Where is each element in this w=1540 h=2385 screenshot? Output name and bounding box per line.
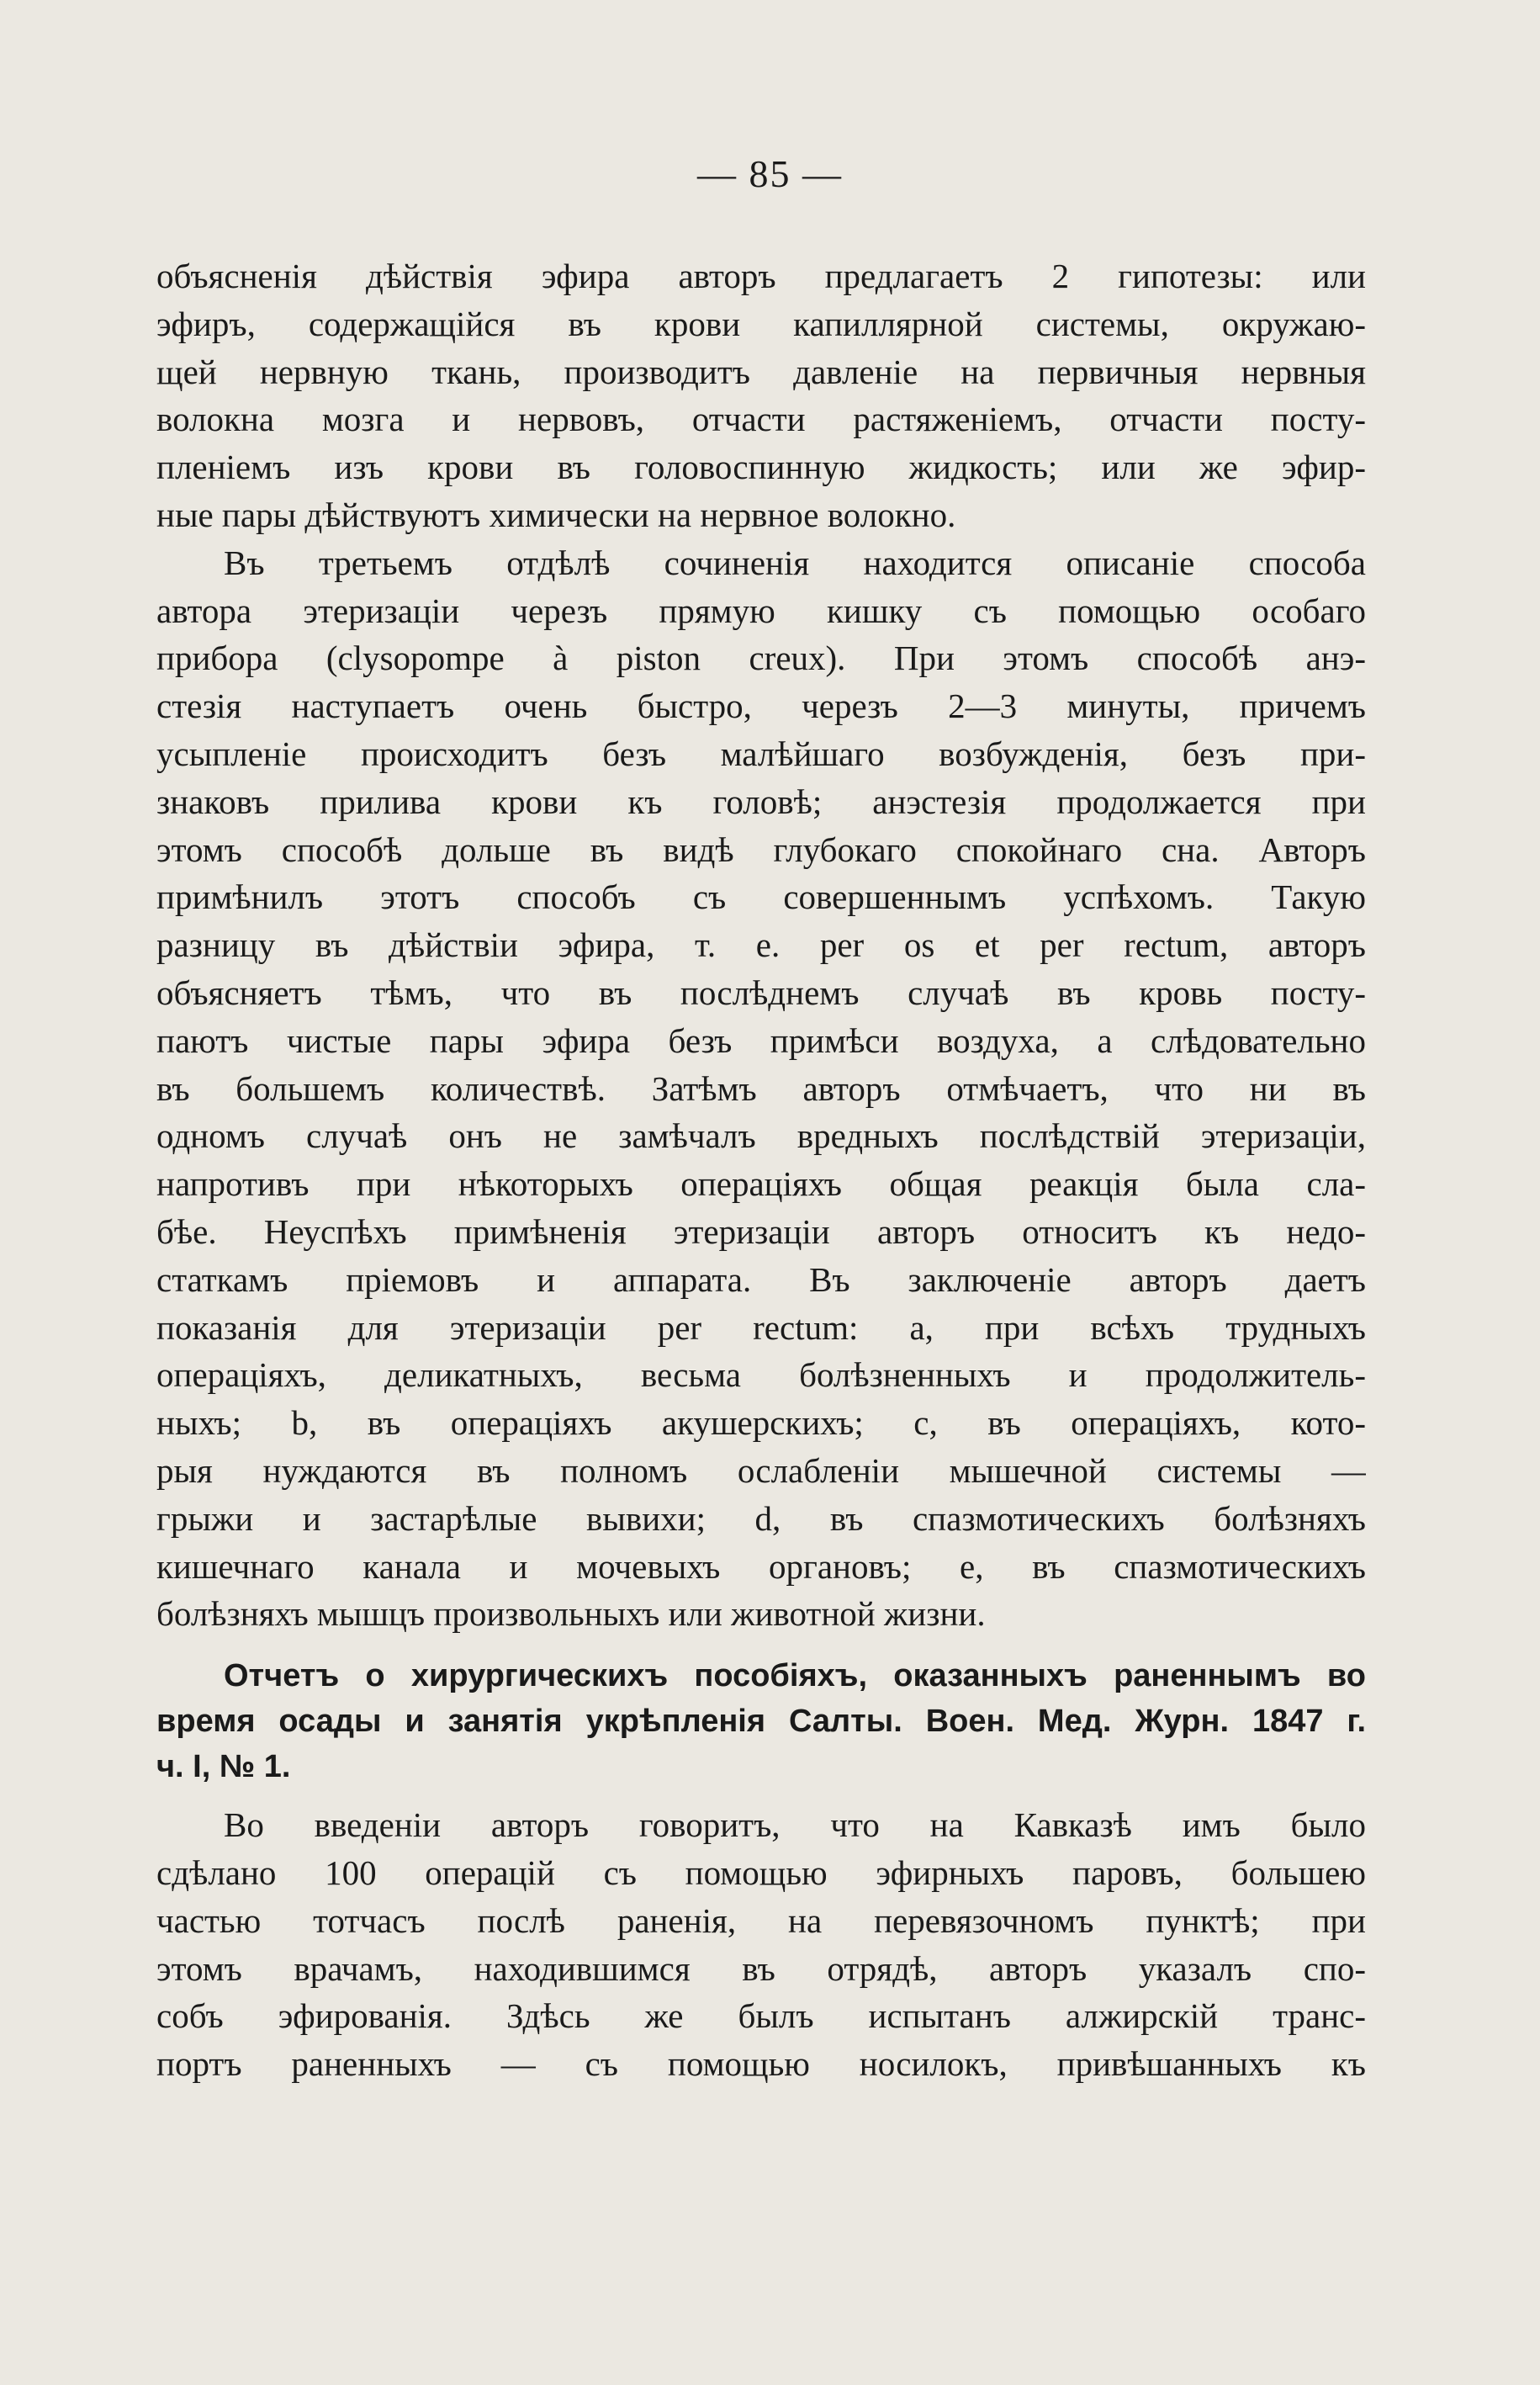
- text-line: автора этеризаціи черезъ прямую кишку съ помощью особаго: [156, 591, 1366, 630]
- text-line: стезія наступаетъ очень быстро, черезъ 2—3 минуты, причемъ: [156, 686, 1366, 726]
- text-line: знаковъ прилива крови къ головѣ; анэстезія продолжается при: [156, 782, 1366, 821]
- text-line: частью тотчасъ послѣ раненія, на перевязочномъ пунктѣ; при: [156, 1900, 1366, 1940]
- text-line: рыя нуждаются въ полномъ ослабленіи мышечной системы —: [156, 1450, 1366, 1490]
- text-line: болѣзняхъ мышцъ произвольныхъ или животной жизни.: [156, 1594, 986, 1634]
- text-line: Въ третьемъ отдѣлѣ сочиненія находится описаніе способа: [224, 543, 1366, 582]
- text-line: этомъ способѣ дольше въ видѣ глубокаго спокойнаго сна. Авторъ: [156, 829, 1366, 869]
- text-line: Во введеніи авторъ говоритъ, что на Кавказѣ имъ было: [224, 1805, 1366, 1845]
- text-line: кишечнаго канала и мочевыхъ органовъ; e, въ спазмотическихъ: [156, 1546, 1366, 1586]
- text-line: этомъ врачамъ, находившимся въ отрядѣ, авторъ указалъ спо-: [156, 1948, 1366, 1988]
- heading-line: Отчетъ о хирургическихъ пособіяхъ, оказанныхъ раненнымъ во: [224, 1658, 1366, 1694]
- text-line: напротивъ при нѣкоторыхъ операціяхъ общая реакція была сла-: [156, 1164, 1366, 1204]
- text-line: прибора (clysopompe à piston creux). При этомъ способѣ анэ-: [156, 639, 1366, 678]
- spacer: [156, 1789, 1366, 1801]
- text-line: въ большемъ количествѣ. Затѣмъ авторъ отмѣчаетъ, что ни въ: [156, 1068, 1366, 1108]
- text-line: ныхъ; b, въ операціяхъ акушерскихъ; c, въ операціяхъ, кото-: [156, 1403, 1366, 1443]
- text-line: сдѣлано 100 операцій съ помощью эфирныхъ паровъ, большею: [156, 1852, 1366, 1892]
- heading-line: ч. I, № 1.: [156, 1749, 291, 1785]
- text-line: объясненія дѣйствія эфира авторъ предлагаетъ 2 гипотезы: или: [156, 257, 1366, 295]
- paragraph-1: [156, 252, 1366, 539]
- text-line: собъ эфированія. Здѣсь же былъ испытанъ алжирскій транс-: [156, 1996, 1366, 2036]
- text-line: волокна мозга и нервовъ, отчасти растяженіемъ, отчасти посту-: [156, 400, 1366, 439]
- text-line: эфиръ, содержащійся въ крови капиллярной системы, окружаю-: [156, 304, 1366, 343]
- text-line: паютъ чистые пары эфира безъ примѣси воздуха, а слѣдовательно: [156, 1020, 1366, 1060]
- text-line: усыпленіе происходитъ безъ малѣйшаго возбужденія, безъ при-: [156, 734, 1366, 773]
- text-line: грыжи и застарѣлые вывихи; d, въ спазмотическихъ болѣзняхъ: [156, 1498, 1366, 1538]
- text-line: ные пары дѣйствуютъ химически на нервное волокно.: [156, 495, 956, 534]
- page-text: [156, 252, 1366, 2088]
- paragraph-2: [156, 539, 1366, 1638]
- text-line: портъ раненныхъ — съ помощью носилокъ, привѣшанныхъ къ: [156, 2044, 1366, 2084]
- text-line: пленіемъ изъ крови въ головоспинную жидкость; или же эфир-: [156, 448, 1366, 487]
- heading-line: время осады и занятія укрѣпленія Салты. Воен. Мед. Журн. 1847 г.: [156, 1704, 1366, 1740]
- text-line: примѣнилъ этотъ способъ съ совершеннымъ успѣхомъ. Такую: [156, 877, 1366, 917]
- text-line: бѣе. Неуспѣхъ примѣненія этеризаціи авторъ относитъ къ недо-: [156, 1211, 1366, 1251]
- text-line: операціяхъ, деликатныхъ, весьма болѣзненныхъ и продолжитель-: [156, 1355, 1366, 1395]
- text-line: щей нервную ткань, производитъ давленіе на первичныя нервныя: [156, 352, 1366, 391]
- paragraph-3: [156, 1801, 1366, 2088]
- text-line: статкамъ пріемовъ и аппарата. Въ заключеніе авторъ даетъ: [156, 1259, 1366, 1299]
- text-line: показанія для этеризаціи per rectum: a, при всѣхъ трудныхъ: [156, 1307, 1366, 1347]
- text-line: объясняетъ тѣмъ, что въ послѣднемъ случаѣ въ кровь посту-: [156, 973, 1366, 1012]
- page-number: — 85 —: [697, 152, 843, 195]
- text-line: разницу въ дѣйствіи эфира, т. е. per os et per rectum, авторъ: [156, 925, 1366, 965]
- section-heading: [156, 1653, 1366, 1789]
- text-line: одномъ случаѣ онъ не замѣчалъ вредныхъ послѣдствій этеризаціи,: [156, 1116, 1366, 1156]
